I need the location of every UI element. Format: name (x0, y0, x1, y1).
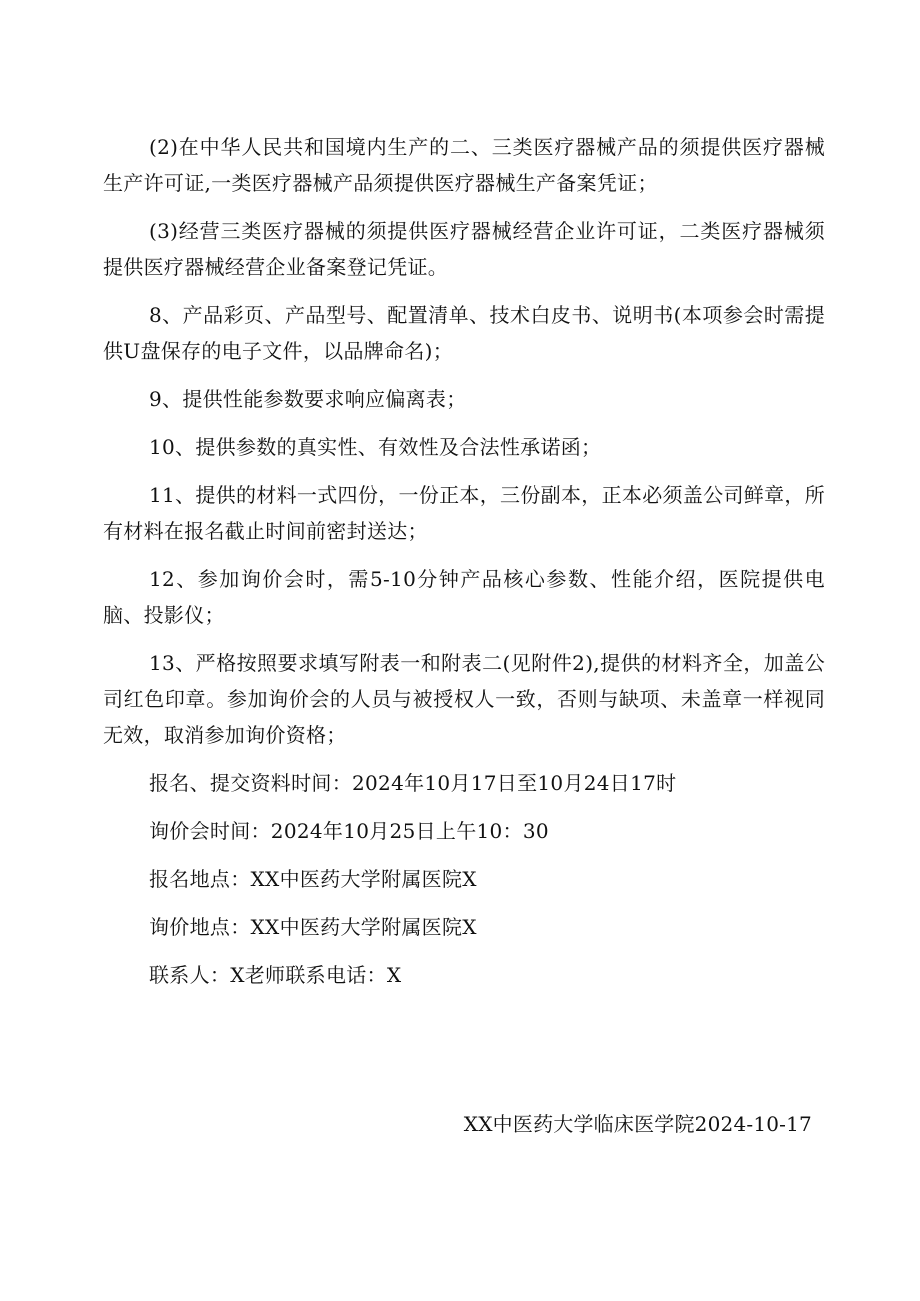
requirement-item-12: 12、参加询价会时，需5-10分钟产品核心参数、性能介绍，医院提供电脑、投影仪； (103, 567, 825, 627)
document-body (103, 129, 825, 993)
requirement-paragraph-3: (3)经营三类医疗器械的须提供医疗器械经营企业许可证，二类医疗器械须提供医疗器械经营企业备案登记凭证。 (103, 219, 825, 279)
requirement-item-13: 13、严格按照要求填写附表一和附表二(见附件2),提供的材料齐全，加盖公司红色印章。参加询价会的人员与被授权人一致，否则与缺项、未盖章一样视同无效，取消参加询价资格； (103, 651, 825, 747)
document-signature: XX中医药大学临床医学院2024-10-17 (463, 1112, 812, 1136)
inquiry-meeting-time: 询价会时间：2024年10月25日上午10：30 (149, 819, 549, 843)
requirement-item-11: 11、提供的材料一式四份，一份正本，三份副本，正本必须盖公司鲜章，所有材料在报名截止时间前密封送达； (103, 483, 825, 543)
contact-info: 联系人：X老师联系电话：X (149, 963, 402, 987)
requirement-item-9: 9、提供性能参数要求响应偏离表； (149, 387, 467, 411)
inquiry-location: 询价地点：XX中医药大学附属医院X (149, 915, 477, 939)
requirement-item-10: 10、提供参数的真实性、有效性及合法性承诺函； (149, 435, 602, 459)
registration-time: 报名、提交资料时间：2024年10月17日至10月24日17时 (149, 771, 677, 795)
requirement-paragraph-2: (2)在中华人民共和国境内生产的二、三类医疗器械产品的须提供医疗器械生产许可证,一类医疗器械产品须提供医疗器械生产备案凭证； (103, 135, 825, 195)
registration-location: 报名地点：XX中医药大学附属医院X (149, 867, 477, 891)
requirement-item-8: 8、产品彩页、产品型号、配置清单、技术白皮书、说明书(本项参会时需提供U盘保存的电子文件，以品牌命名)； (103, 303, 825, 363)
